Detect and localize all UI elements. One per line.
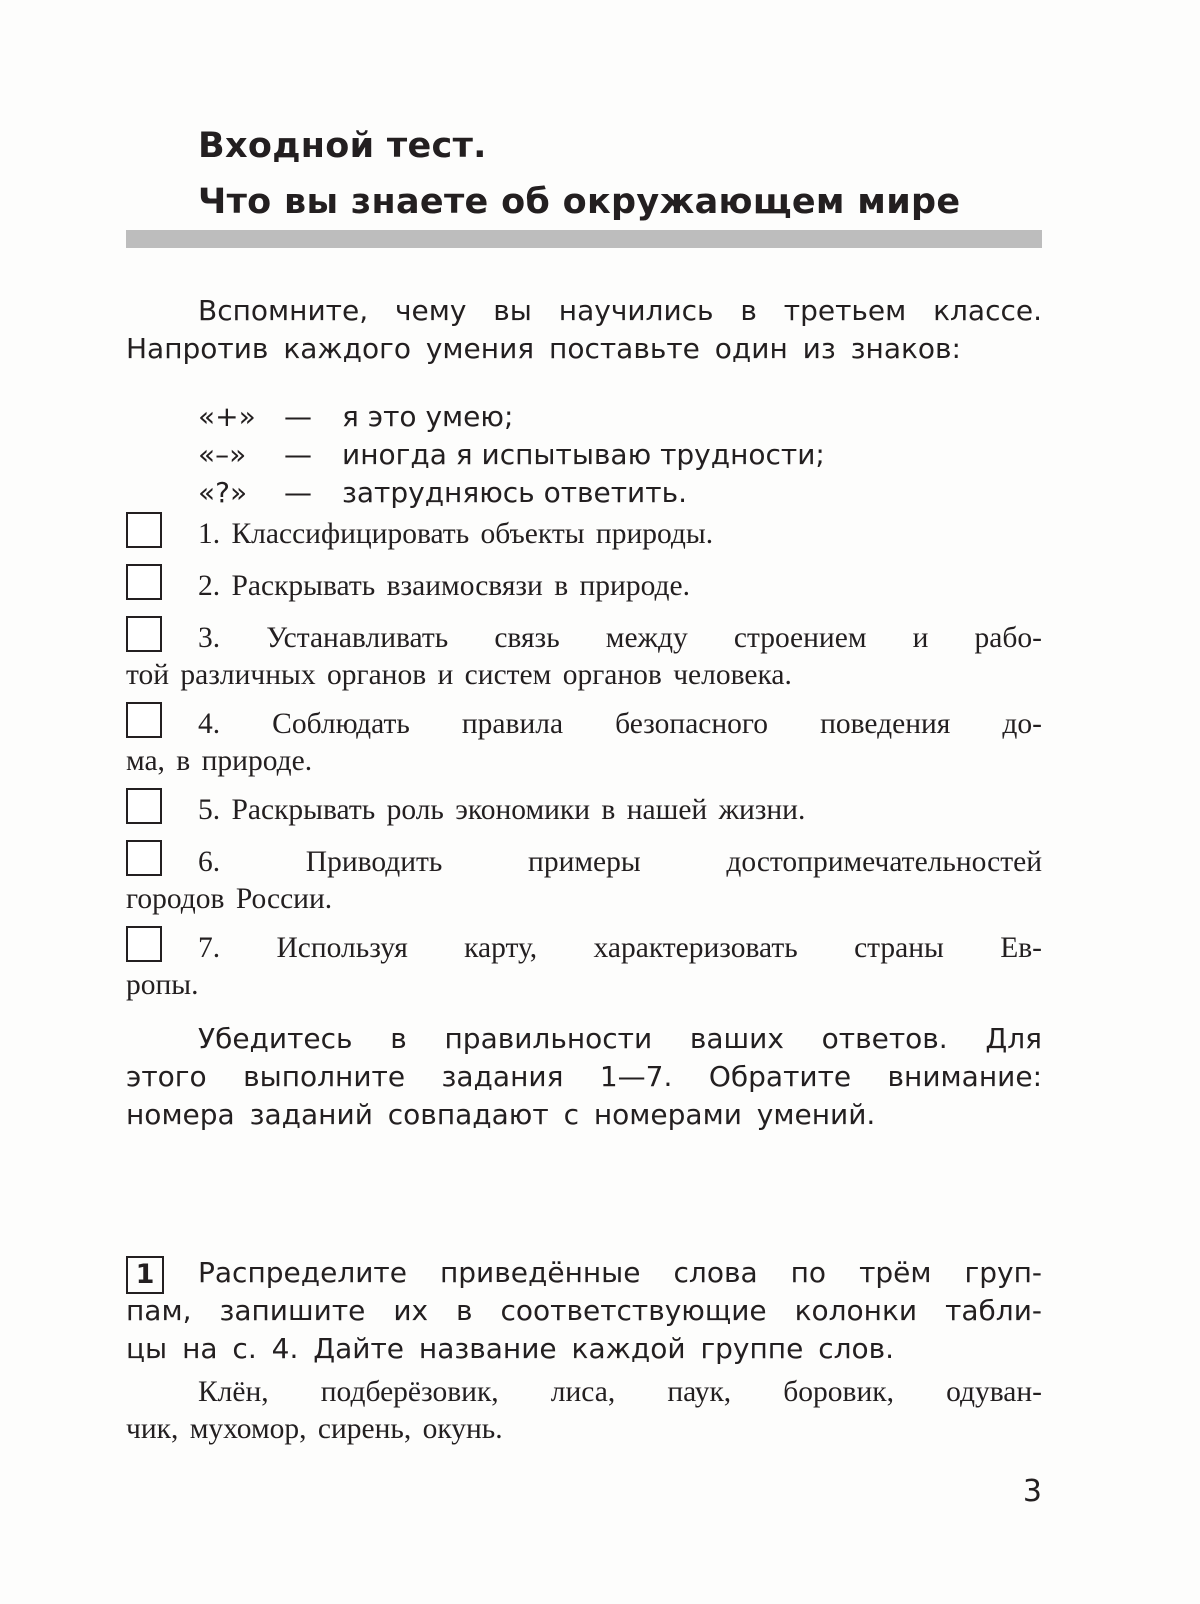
answer-checkbox[interactable] (126, 702, 162, 738)
skill-line: 1. Классифицировать объекты природы. (198, 518, 714, 550)
legend-row (198, 436, 825, 474)
skill-line: 4. Соблюдать правила безопасного поведения до- (198, 708, 1042, 740)
legend-text: иногда я испытываю трудности; (342, 438, 825, 471)
legend-row (198, 474, 825, 512)
skill-line: 5. Раскрывать роль экономики в нашей жизни. (198, 794, 806, 826)
legend-symbol: «?» (198, 476, 248, 509)
skill-line: 6. Приводить примеры достопримечательностей (198, 846, 1042, 878)
skill-item (126, 620, 1042, 694)
legend-text: затрудняюсь ответить. (342, 476, 687, 509)
skill-line: ма, в природе. (126, 745, 313, 777)
legend-dash: — (284, 438, 312, 471)
answer-checkbox[interactable] (126, 616, 162, 652)
skill-item (126, 844, 1042, 918)
skill-line: 3. Устанавливать связь между строением и рабо- (198, 622, 1042, 654)
word-list-line-2: чик, мухомор, сирень, окунь. (126, 1413, 503, 1445)
title-line-1: Входной тест. (198, 126, 487, 166)
answer-checkbox[interactable] (126, 564, 162, 600)
page-number: 3 (1022, 1474, 1042, 1509)
skill-line: 2. Раскрывать взаимосвязи в природе. (198, 570, 690, 602)
skill-item (126, 516, 1042, 553)
legend-dash: — (284, 400, 312, 433)
page-title (198, 118, 1058, 230)
intro-line-1: Вспомните, чему вы научились в третьем классе. (198, 294, 1042, 327)
check-line-2: этого выполните задания 1—7. Обратите внимание: (126, 1060, 1042, 1093)
check-line-1: Убедитесь в правильности ваших ответов. Для (198, 1022, 1042, 1055)
task-line-1: Распределите приведённые слова по трём груп- (198, 1256, 1042, 1289)
answer-checkbox[interactable] (126, 512, 162, 548)
legend-symbol: «–» (198, 438, 247, 471)
check-line-3: номера заданий совпадают с номерами умений. (126, 1098, 876, 1131)
legend-row (198, 398, 825, 436)
task-number-badge: 1 (126, 1256, 164, 1294)
legend-text: я это умею; (342, 400, 514, 433)
title-divider (126, 230, 1042, 248)
word-list (126, 1374, 1042, 1448)
legend-symbol: «+» (198, 400, 256, 433)
skill-line: 7. Используя карту, характеризовать страны Ев- (198, 932, 1042, 964)
title-line-2: Что вы знаете об окружающем мире (198, 182, 961, 222)
skill-item (126, 792, 1042, 829)
answer-checkbox[interactable] (126, 840, 162, 876)
intro-paragraph (126, 292, 1042, 368)
skill-item (126, 930, 1042, 1004)
skill-line: городов России. (126, 883, 333, 915)
skill-item (126, 568, 1042, 605)
skill-line: ропы. (126, 969, 199, 1001)
answer-checkbox[interactable] (126, 788, 162, 824)
task-line-3: цы на с. 4. Дайте название каждой группе слов. (126, 1332, 895, 1365)
word-list-line-1: Клён, подберёзовик, лиса, паук, боровик, одуван- (198, 1376, 1042, 1408)
symbol-legend (198, 398, 825, 512)
intro-line-2: Напротив каждого умения поставьте один из знаков: (126, 332, 961, 365)
legend-dash: — (284, 476, 312, 509)
answer-checkbox[interactable] (126, 926, 162, 962)
task-line-2: пам, запишите их в соответствующие колонки табли- (126, 1294, 1042, 1327)
skill-item (126, 706, 1042, 780)
check-paragraph (126, 1020, 1042, 1134)
skill-line: той различных органов и систем органов человека. (126, 659, 792, 691)
task-1 (126, 1254, 1042, 1368)
